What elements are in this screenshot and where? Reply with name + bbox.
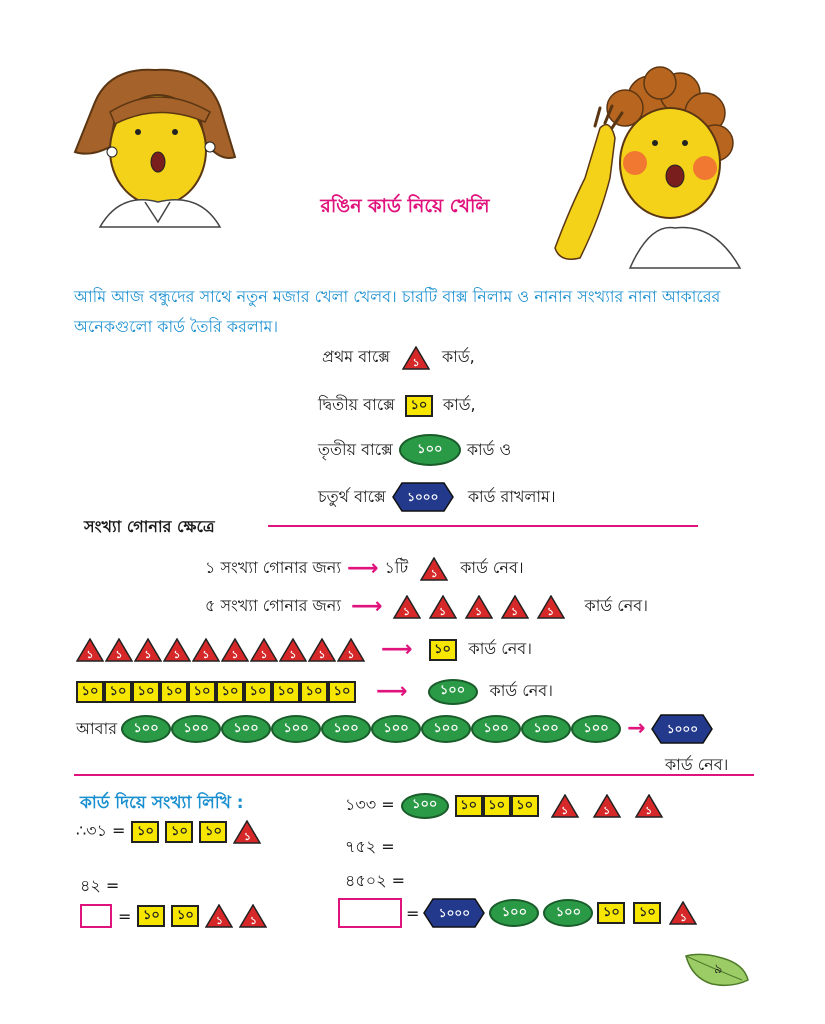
boy-illustration <box>540 58 760 277</box>
square-card: ১০ <box>328 681 356 703</box>
square-card: ১০ <box>160 681 188 703</box>
box-line-label: প্রথম বাক্সে <box>322 347 391 366</box>
counting-heading: সংখ্যা গোনার ক্ষেত্রে <box>84 517 215 536</box>
exercise-4502-label: ৪৫০২ = <box>345 871 406 890</box>
writing-heading: কার্ড দিয়ে সংখ্যা লিখি : <box>80 793 244 813</box>
square-card: ১০ <box>171 905 199 927</box>
exercise-752-label: ৭৫২ = <box>345 837 395 856</box>
page-number: ৯ <box>714 962 723 977</box>
triangle-card: ১ <box>465 595 493 619</box>
divider-line <box>74 774 754 776</box>
square-card: ১০ <box>300 681 328 703</box>
square-card-group <box>76 681 356 703</box>
exercise-blank-row-1 <box>80 904 267 928</box>
oval-card: ১০০ <box>428 679 478 705</box>
oval-card: ১০০ <box>371 715 421 743</box>
answer-input-box[interactable] <box>338 898 402 928</box>
triangle-card: ১ <box>635 794 663 818</box>
exercise-label: ∴৩১ = <box>76 821 126 840</box>
box-line-label: তৃতীয় বাক্সে <box>318 439 393 459</box>
square-card: ১০ <box>483 795 511 817</box>
square-card: ১০ <box>199 821 227 843</box>
oval-card: ১০০ <box>543 899 593 927</box>
arrow-icon: ⟶ <box>347 555 379 581</box>
count-line-prefix: আবার <box>76 718 118 738</box>
square-card: ১০ <box>597 902 625 924</box>
square-card: ১০ <box>137 905 165 927</box>
square-card: ১০ <box>455 795 483 817</box>
count-line-suffix: কার্ড নেব। <box>584 596 648 615</box>
square-card: ১০ <box>76 681 104 703</box>
triangle-card: ১ <box>233 820 261 844</box>
triangle-card-group <box>393 595 565 619</box>
triangle-card: ১ <box>501 595 529 619</box>
triangle-card: ১ <box>393 595 421 619</box>
count-line-label: ৫ সংখ্যা গোনার জন্য <box>205 596 341 615</box>
count-line-suffix: কার্ড নেব। <box>665 755 729 774</box>
triangle-card: ১ <box>205 904 233 928</box>
square-card: ১০ <box>104 681 132 703</box>
square-card: ১০ <box>188 681 216 703</box>
triangle-card: ১ <box>429 595 457 619</box>
count-line-suffix: কার্ড নেব। <box>460 558 524 577</box>
triangle-card: ১ <box>551 794 579 818</box>
count-line-suffix: কার্ড নেব। <box>489 681 553 700</box>
triangle-card: ১ <box>221 638 249 662</box>
triangle-card-group <box>76 638 365 662</box>
exercise-133 <box>345 792 663 819</box>
box-line-1 <box>322 344 475 371</box>
count-line-1 <box>205 555 524 582</box>
triangle-card: ১ <box>420 557 448 581</box>
equals-sign: = <box>406 903 420 923</box>
oval-card: ১০০ <box>421 715 471 743</box>
box-line-suffix: কার্ড ও <box>466 439 512 459</box>
count-line-4 <box>76 678 553 705</box>
triangle-card: ১ <box>593 794 621 818</box>
arrow-icon: → <box>627 716 646 741</box>
triangle-card: ১ <box>669 901 697 925</box>
box-line-suffix: কার্ড, <box>442 347 475 366</box>
page-number-leaf <box>682 950 752 990</box>
square-card: ১০ <box>633 902 661 924</box>
square-card: ১০ <box>165 821 193 843</box>
oval-card: ১০০ <box>271 715 321 743</box>
box-line-3 <box>318 434 511 466</box>
box-line-suffix: কার্ড, <box>442 395 476 414</box>
triangle-card: ১ <box>76 638 104 662</box>
square-card: ১০ <box>405 395 433 417</box>
count-line-3 <box>76 636 532 663</box>
oval-card: ১০০ <box>489 899 539 927</box>
square-card: ১০ <box>132 681 160 703</box>
divider-line <box>268 525 698 527</box>
oval-card: ১০০ <box>171 715 221 743</box>
hexagon-card: ১০০০ <box>651 714 713 744</box>
triangle-card: ১ <box>192 638 220 662</box>
intro-paragraph: আমি আজ বন্ধুদের সাথে নতুন মজার খেলা খেলব। চারটি বাক্স নিলাম ও নানান সংখ্যার নানা আকারের অনেকগুলো কার্ড তৈরি করলাম। <box>74 287 721 336</box>
exercise-label: ১৩৩ = <box>345 795 395 814</box>
triangle-card: ১ <box>163 638 191 662</box>
exercise-blank-row-2 <box>338 898 697 928</box>
box-line-label: দ্বিতীয় বাক্সে <box>318 395 395 414</box>
triangle-card: ১ <box>250 638 278 662</box>
oval-card: ১০০ <box>401 793 449 819</box>
oval-card: ১০০ <box>521 715 571 743</box>
answer-input-box[interactable] <box>80 904 112 928</box>
page-title: রঙিন কার্ড নিয়ে খেলি <box>320 195 490 217</box>
arrow-icon: ⟶ <box>381 636 413 662</box>
triangle-card: ১ <box>537 595 565 619</box>
box-line-4 <box>318 482 556 512</box>
count-line-5 <box>76 714 713 744</box>
exercise-42-label: ৪২ = <box>80 876 120 895</box>
box-line-label: চতুর্থ বাক্সে <box>318 486 386 506</box>
oval-card: ১০০ <box>221 715 271 743</box>
box-line-2 <box>318 392 476 419</box>
oval-card: ১০০ <box>571 715 621 743</box>
arrow-icon: ⟶ <box>376 678 408 704</box>
square-card: ১০ <box>272 681 300 703</box>
triangle-card: ১ <box>308 638 336 662</box>
count-line-2 <box>205 593 648 620</box>
square-card: ১০ <box>216 681 244 703</box>
triangle-card: ১ <box>239 904 267 928</box>
hexagon-card: ১০০০ <box>392 482 454 512</box>
oval-card: ১০০ <box>321 715 371 743</box>
square-card-group <box>455 795 539 817</box>
oval-card: ১০০ <box>399 434 461 466</box>
hexagon-card: ১০০০ <box>423 898 485 928</box>
girl-illustration <box>70 62 240 236</box>
triangle-card: ১ <box>402 346 430 370</box>
arrow-icon: ⟶ <box>351 593 383 619</box>
count-line-label: ১ সংখ্যা গোনার জন্য <box>205 558 341 577</box>
square-card: ১০ <box>429 639 457 661</box>
square-card: ১০ <box>131 821 159 843</box>
triangle-card: ১ <box>337 638 365 662</box>
exercise-31 <box>76 818 261 845</box>
count-line-suffix: কার্ড নেব। <box>468 639 532 658</box>
oval-card: ১০০ <box>471 715 521 743</box>
triangle-card: ১ <box>134 638 162 662</box>
oval-card: ১০০ <box>121 715 171 743</box>
square-card: ১০ <box>511 795 539 817</box>
oval-card-group <box>121 715 621 743</box>
box-line-suffix: কার্ড রাখলাম। <box>467 486 556 506</box>
triangle-card: ১ <box>279 638 307 662</box>
equals-sign: = <box>118 906 132 926</box>
triangle-card: ১ <box>105 638 133 662</box>
square-card: ১০ <box>244 681 272 703</box>
count-text: ১টি <box>384 558 409 577</box>
